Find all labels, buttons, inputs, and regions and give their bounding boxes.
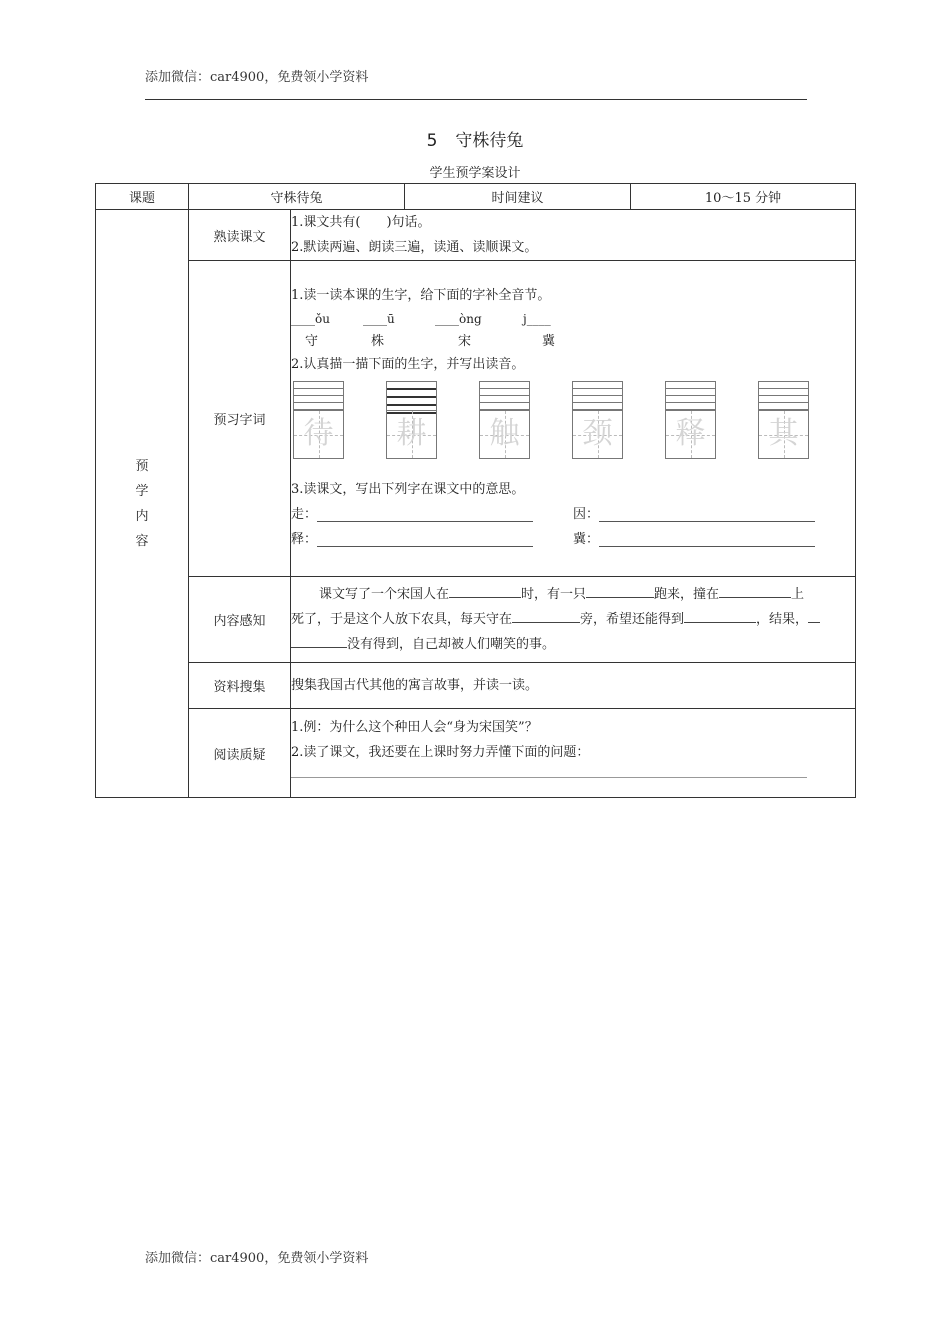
- fill-blank[interactable]: [291, 633, 347, 648]
- fill-blank[interactable]: [719, 583, 791, 598]
- header-rule: [145, 99, 807, 100]
- page-subtitle: 学生预学案设计: [429, 166, 521, 181]
- pinyin-blank[interactable]: j____: [523, 311, 551, 326]
- question-line-1: 1.例：为什么这个种田人会“身为宋国笑”？: [291, 720, 538, 735]
- read-label: 熟读课文: [189, 210, 291, 261]
- char: 株: [371, 333, 385, 349]
- read-content: [291, 210, 856, 261]
- meaning-row: [291, 527, 855, 552]
- trace-box[interactable]: [572, 381, 623, 459]
- trace-box[interactable]: [758, 381, 809, 459]
- content-para-3: [291, 632, 855, 657]
- question-row: [96, 709, 856, 798]
- pinyin-blank[interactable]: ____ū: [363, 311, 395, 326]
- collect-label: 资料搜集: [189, 663, 291, 709]
- trace-char: 触: [489, 416, 520, 451]
- lesson-value: 守株待兔: [189, 184, 405, 210]
- collect-row: [96, 663, 856, 709]
- header-note: 添加微信：car4900，免费领小学资料: [145, 70, 369, 85]
- content-row: [96, 577, 856, 663]
- content-text: 没有得到，自己却被人们嘲笑的事。: [347, 637, 556, 652]
- trace-box[interactable]: [293, 381, 344, 459]
- meaning-label: 释：: [291, 532, 318, 547]
- words-content: [291, 261, 856, 577]
- table-header-row: [96, 184, 856, 210]
- content-content: [291, 577, 856, 663]
- trace-char: 释: [675, 416, 706, 451]
- content-text: 上: [791, 587, 805, 602]
- trace-grid-row: [291, 381, 855, 461]
- words-label: 预习字词: [189, 261, 291, 577]
- fill-blank[interactable]: [512, 608, 580, 623]
- meaning-line[interactable]: [317, 532, 533, 547]
- trace-char: 耕: [396, 416, 427, 451]
- content-text: 旁，希望还能得到: [580, 612, 685, 627]
- char: 宋: [458, 333, 472, 349]
- question-label: 阅读质疑: [189, 709, 291, 798]
- content-text: 课文写了一个宋国人在: [319, 587, 450, 602]
- page-title: [0, 126, 950, 151]
- side-char: 学: [135, 483, 149, 499]
- question-line-2: 2.读了课文，我还要在上课时努力弄懂下面的问题：: [291, 745, 590, 760]
- trace-box[interactable]: [386, 381, 437, 459]
- read-row: [96, 210, 856, 261]
- meaning-row: [291, 502, 855, 527]
- worksheet-table: [95, 183, 856, 798]
- fill-blank[interactable]: [449, 583, 521, 598]
- content-para: [291, 582, 855, 607]
- question-content: [291, 709, 856, 798]
- content-text: 死了，于是这个人放下农具，每天守在: [291, 612, 513, 627]
- char: 守: [305, 333, 319, 349]
- meaning-label: 因：: [573, 507, 600, 522]
- fill-blank[interactable]: [808, 608, 820, 623]
- meaning-line[interactable]: [317, 507, 533, 522]
- content-text: 时，有一只: [521, 587, 587, 602]
- meaning-line[interactable]: [599, 532, 815, 547]
- time-value: 10～15 分钟: [631, 184, 856, 210]
- pinyin-blank[interactable]: ____ǒu: [291, 311, 330, 326]
- content-para-2: [291, 607, 855, 632]
- read-line-2: 2.默读两遍、朗读三遍，读通、读顺课文。: [291, 240, 538, 255]
- trace-box[interactable]: [665, 381, 716, 459]
- side-label: [96, 210, 189, 798]
- footer-note: 添加微信：car4900，免费领小学资料: [145, 1251, 369, 1266]
- pinyin-row: [291, 308, 855, 330]
- fill-blank[interactable]: [586, 583, 654, 598]
- chars-row: [291, 330, 855, 352]
- words-q2: 2.认真描一描下面的生字，并写出读音。: [291, 357, 525, 372]
- char: 冀: [542, 333, 556, 349]
- read-line-1: 1.课文共有( )句话。: [291, 215, 431, 230]
- words-row: [96, 261, 856, 577]
- trace-box[interactable]: [479, 381, 530, 459]
- collect-content: 搜集我国古代其他的寓言故事，并读一读。: [291, 663, 856, 709]
- fill-blank[interactable]: [684, 608, 756, 623]
- meaning-label: 走：: [291, 507, 318, 522]
- content-label: 内容感知: [189, 577, 291, 663]
- side-char: 内: [135, 508, 149, 524]
- meaning-label: 冀：: [573, 532, 600, 547]
- trace-char: 其: [768, 416, 799, 451]
- meaning-line[interactable]: [599, 507, 815, 522]
- trace-char: 待: [303, 416, 334, 451]
- lesson-title: 守株待兔: [455, 131, 524, 151]
- content-text: 跑来，撞在: [654, 587, 720, 602]
- answer-line[interactable]: [291, 765, 807, 778]
- side-char: 预: [135, 458, 149, 474]
- words-q3: 3.读课文，写出下列字在课文中的意思。: [291, 482, 525, 497]
- side-char: 容: [135, 533, 149, 549]
- lesson-label: 课题: [96, 184, 189, 210]
- content-text: ，结果，: [756, 612, 809, 627]
- trace-char: 颈: [582, 416, 613, 451]
- time-label: 时间建议: [405, 184, 631, 210]
- lesson-number: 5: [426, 131, 438, 151]
- words-q1: 1.读一读本课的生字，给下面的字补全音节。: [291, 288, 551, 303]
- pinyin-blank[interactable]: ____òng: [435, 311, 482, 326]
